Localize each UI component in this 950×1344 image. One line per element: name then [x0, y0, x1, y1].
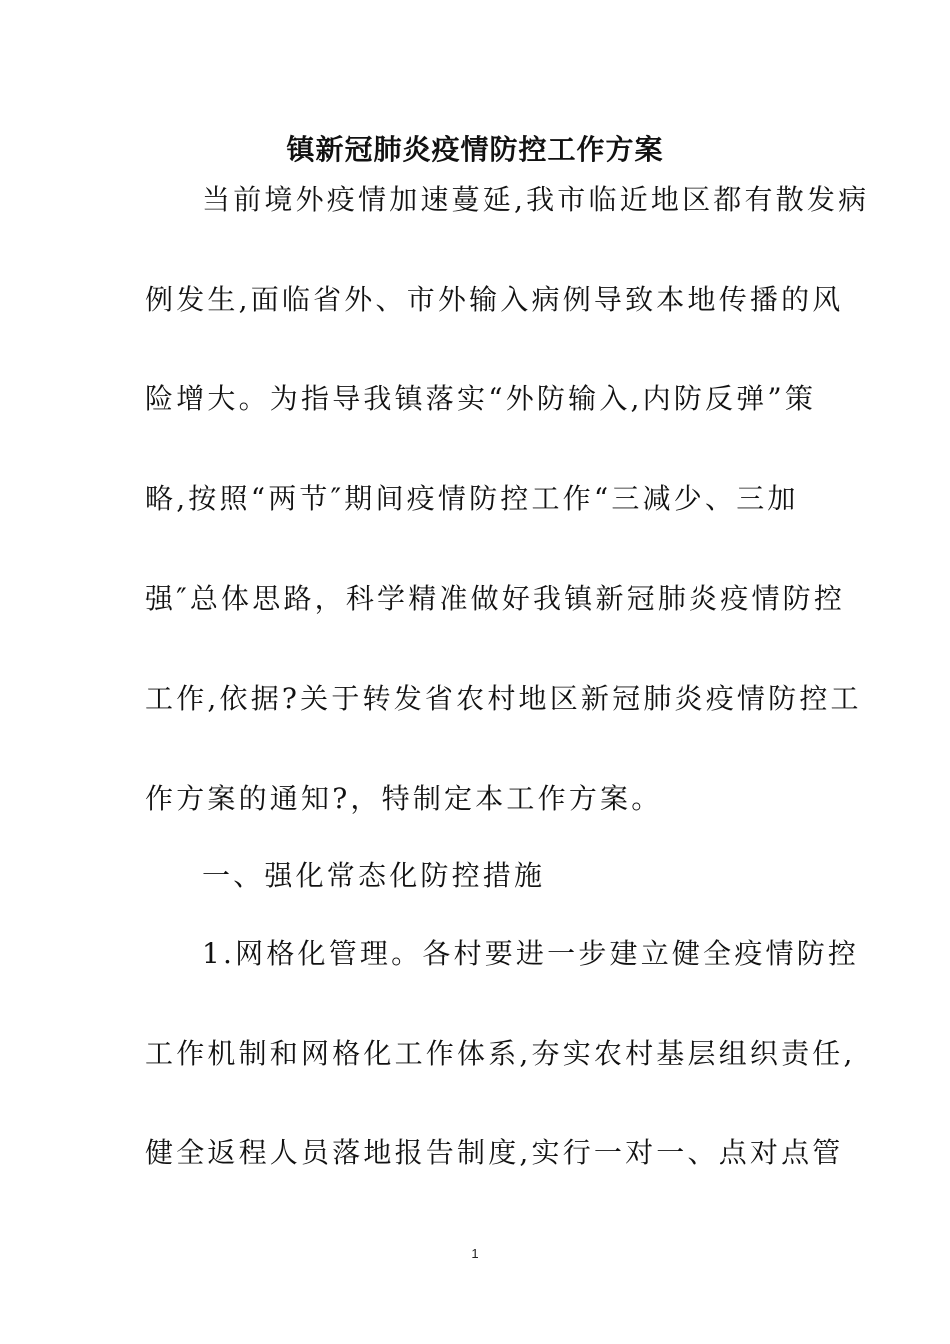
- paragraph-line-1: 当前境外疫情加速蔓延,我市临近地区都有散发病: [202, 183, 870, 216]
- paragraph-line-5: 强″总体思路，科学精准做好我镇新冠肺炎疫情防控: [145, 582, 846, 615]
- paragraph-line-6: 工作,依据?关于转发省农村地区新冠肺炎疫情防控工: [145, 682, 862, 715]
- paragraph-line-8: 1.网格化管理。各村要进一步建立健全疫情防控: [202, 937, 860, 970]
- paragraph-line-9: 工作机制和网格化工作体系,夯实农村基层组织责任,: [145, 1037, 856, 1070]
- section-heading: 一、强化常态化防控措施: [202, 859, 546, 892]
- document-title: 镇新冠肺炎疫情防控工作方案: [286, 133, 664, 166]
- paragraph-line-4: 略,按照“两节″期间疫情防控工作“三减少、三加: [145, 482, 799, 515]
- paragraph-line-3: 险增大。为指导我镇落实“外防输入,内防反弹”策: [145, 382, 817, 415]
- paragraph-line-2: 例发生,面临省外、市外输入病例导致本地传播的风: [145, 283, 844, 316]
- page-number: 1: [471, 1246, 479, 1261]
- paragraph-line-10: 健全返程人员落地报告制度,实行一对一、点对点管: [145, 1136, 844, 1169]
- paragraph-line-7: 作方案的通知?，特制定本工作方案。: [145, 782, 663, 815]
